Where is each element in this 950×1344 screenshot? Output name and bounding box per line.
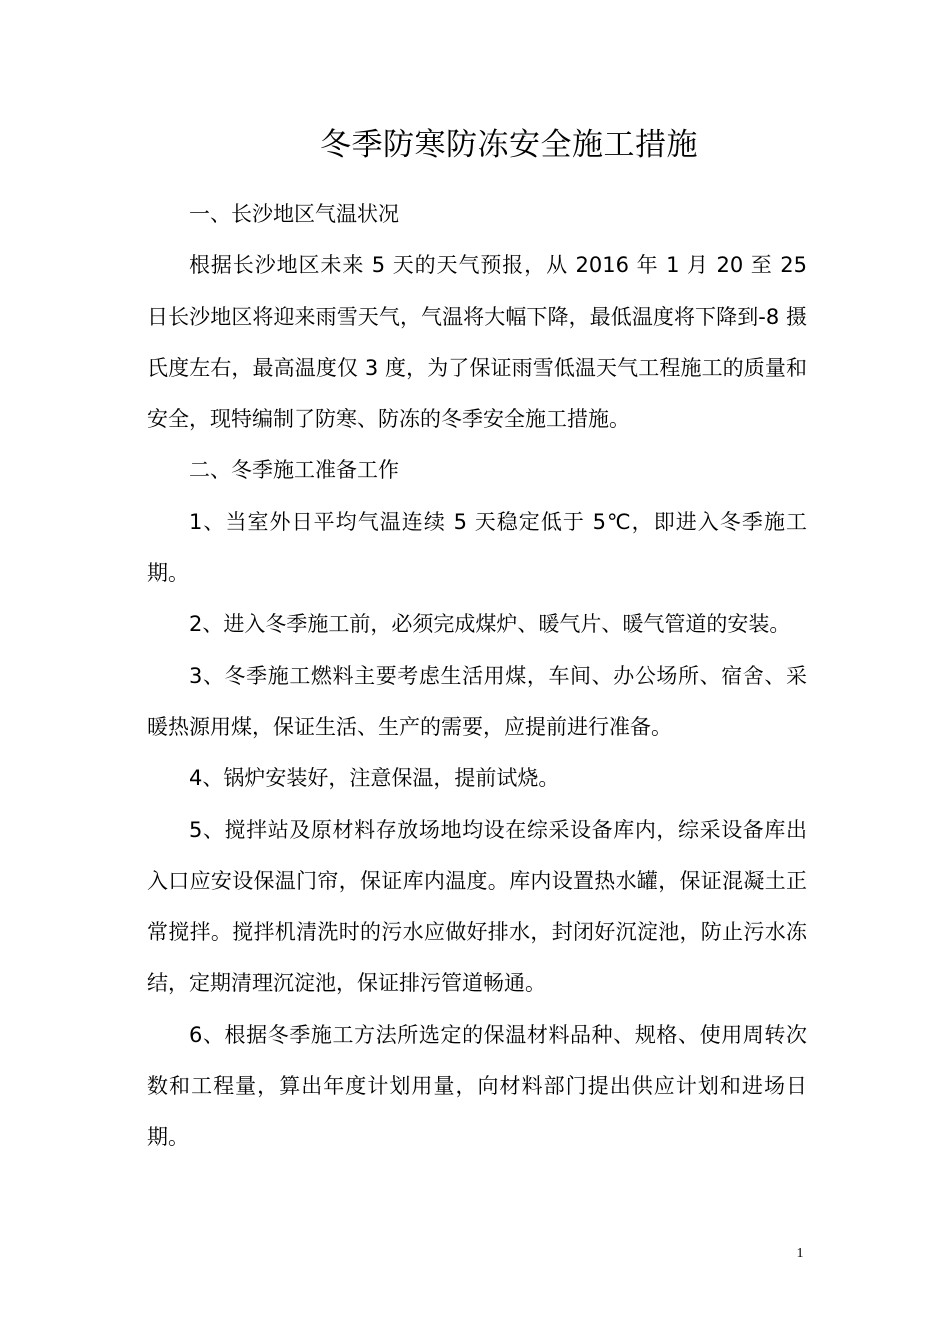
section-heading-1: 一、长沙地区气温状况 [189, 202, 399, 226]
paragraph-weather-forecast: 根据长沙地区未来 5 天的天气预报，从 2016 年 1 月 20 至 25 日长沙地区将迎来雨雪天气，气温将大幅下降，最低温度将下降到-8 摄氏度左右，最高温度仅 3 度，为了保证雨雪低温天气工程施工的质量和安全，现特编制了防寒、防冻的冬季安全施工措施。 [147, 253, 807, 432]
list-item-5: 5、搅拌站及原材料存放场地均设在综采设备库内，综采设备库出入口应安设保温门帘，保证库内温度。库内设置热水罐，保证混凝土正常搅拌。搅拌机清洗时的污水应做好排水，封闭好沉淀池，防止污水冻结，定期清理沉淀池，保证排污管道畅通。 [147, 817, 807, 996]
list-item-2: 2、进入冬季施工前，必须完成煤炉、暖气片、暖气管道的安装。 [189, 612, 791, 637]
list-item-3: 3、冬季施工燃料主要考虑生活用煤，车间、办公场所、宿舍、采暖热源用煤，保证生活、生产的需要，应提前进行准备。 [147, 663, 807, 739]
list-item-6: 6、根据冬季施工方法所选定的保温材料品种、规格、使用周转次数和工程量，算出年度计划用量，向材料部门提出供应计划和进场日期。 [147, 1022, 807, 1150]
document-title: 冬季防寒防冻安全施工措施 [320, 127, 698, 163]
page-number: 1 [796, 1246, 804, 1261]
list-item-4: 4、锅炉安装好，注意保温，提前试烧。 [189, 766, 560, 791]
list-item-1: 1、当室外日平均气温连续 5 天稳定低于 5℃，即进入冬季施工期。 [147, 509, 807, 586]
document-body [147, 189, 807, 1164]
section-heading-2: 二、冬季施工准备工作 [189, 458, 399, 483]
